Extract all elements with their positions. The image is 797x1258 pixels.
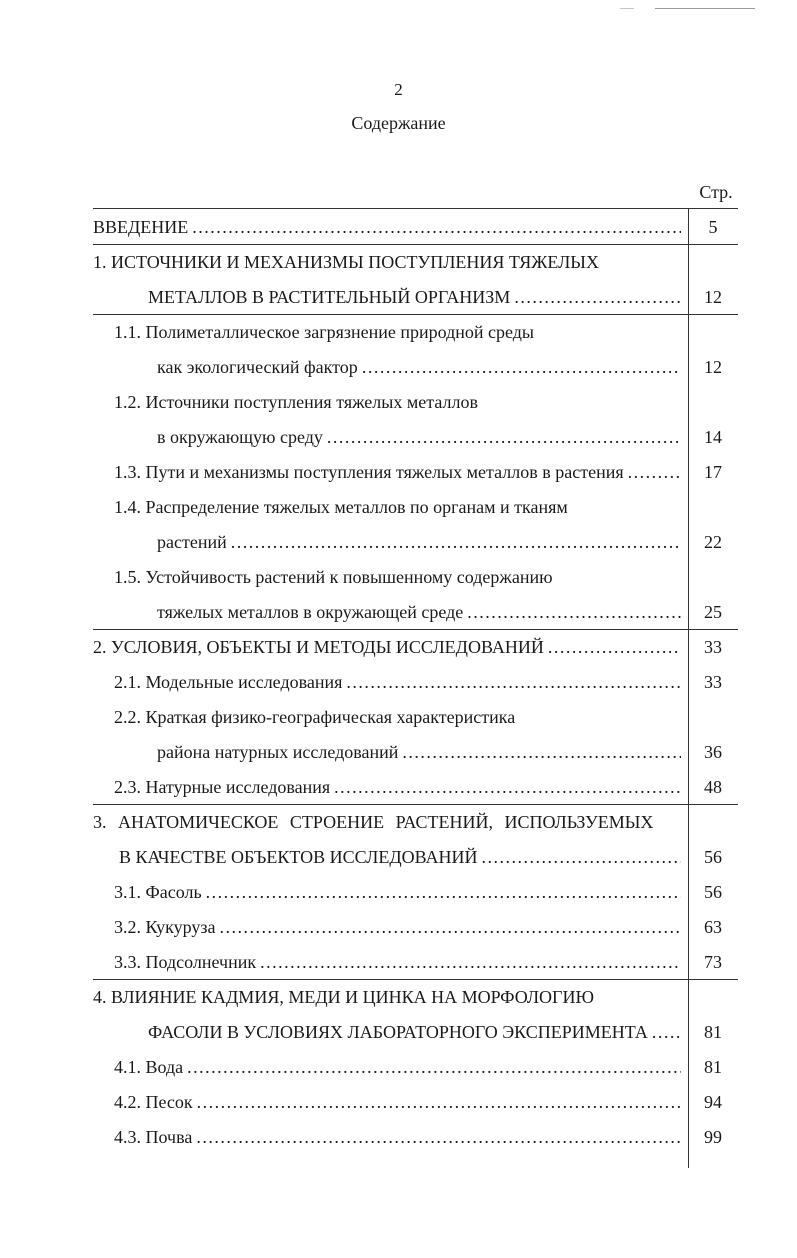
dot-leader <box>346 665 681 699</box>
toc-entry-3-2[interactable] <box>0 910 797 944</box>
dot-leader <box>260 945 681 979</box>
toc-page-number: 56 <box>704 882 722 902</box>
toc-page-number: 48 <box>704 777 722 797</box>
page-column-header: Стр. <box>699 182 733 202</box>
toc-page-number: 73 <box>704 952 722 972</box>
toc-chapter-heading[interactable] <box>93 805 653 839</box>
toc-entry-1-3[interactable] <box>0 455 797 489</box>
dot-leader <box>628 455 681 489</box>
toc-entry-1-4[interactable] <box>0 525 797 559</box>
dot-leader <box>206 875 681 909</box>
dot-leader <box>220 910 681 944</box>
toc-page-number: 99 <box>704 1127 722 1147</box>
toc-entry-text: 4.3. Почва <box>114 1127 193 1147</box>
toc-page-number: 36 <box>704 742 722 762</box>
toc-page-number: 63 <box>704 917 722 937</box>
toc-page-number: 22 <box>704 532 722 552</box>
toc-entry-text: 4.1. Вода <box>114 1057 184 1077</box>
dot-leader <box>231 525 681 559</box>
toc-page-number: 81 <box>704 1057 722 1077</box>
toc-page-number: 33 <box>704 637 722 657</box>
toc-entry-text: 1.5. Устойчивость растений к повышенному содержанию <box>114 567 553 587</box>
toc-entry-text: 4. ВЛИЯНИЕ КАДМИЯ, МЕДИ И ЦИНКА НА МОРФОЛОГИЮ <box>93 987 594 1007</box>
toc-entry-4-1[interactable] <box>0 1050 797 1084</box>
toc-entry-text: ФАСОЛИ В УСЛОВИЯХ ЛАБОРАТОРНОГО ЭКСПЕРИМЕНТА <box>148 1022 648 1042</box>
toc-entry-text: 1.1. Полиметаллическое загрязнение природной среды <box>114 322 535 342</box>
toc-page-number: 12 <box>704 357 722 377</box>
toc-chapter-heading[interactable] <box>93 980 594 1014</box>
dot-leader <box>482 840 681 874</box>
toc-entry-ch1[interactable] <box>0 280 797 314</box>
toc-entry-text: района натурных исследований <box>157 742 399 762</box>
toc-entry-ch2[interactable] <box>0 630 797 664</box>
toc-entry-text: 2. УСЛОВИЯ, ОБЪЕКТЫ И МЕТОДЫ ИССЛЕДОВАНИЙ <box>93 637 544 657</box>
toc-entry-text: 3.1. Фасоль <box>114 882 202 902</box>
toc-entry-text: 1.4. Распределение тяжелых металлов по органам и тканям <box>114 497 568 517</box>
toc-entry-text: 1.2. Источники поступления тяжелых металлов <box>114 392 478 412</box>
toc-entry-text: 2.1. Модельные исследования <box>114 672 343 692</box>
toc-entry-text: растений <box>157 532 227 552</box>
dot-leader <box>197 1085 681 1119</box>
toc-entry-text: 2.2. Краткая физико-географическая характеристика <box>114 707 516 727</box>
dot-leader <box>652 1015 681 1049</box>
dot-leader <box>548 630 681 664</box>
toc-page-number: 14 <box>704 427 722 447</box>
toc-section-heading[interactable] <box>114 385 478 419</box>
toc-entry-intro[interactable] <box>0 210 797 244</box>
toc-entry-text: 3. АНАТОМИЧЕСКОЕ СТРОЕНИЕ РАСТЕНИЙ, ИСПОЛЬЗУЕМЫХ <box>93 812 654 832</box>
toc-entry-text: 2.3. Натурные исследования <box>114 777 331 797</box>
scan-artifact-line <box>620 8 634 9</box>
toc-page-number: 81 <box>704 1022 722 1042</box>
dot-leader <box>402 735 681 769</box>
dot-leader <box>362 350 681 384</box>
scan-artifact-line <box>655 8 755 9</box>
toc-section-heading[interactable] <box>114 490 568 524</box>
toc-entry-text: 4.2. Песок <box>114 1092 193 1112</box>
toc-chapter-heading[interactable] <box>93 245 599 279</box>
toc-page-number: 5 <box>708 217 718 237</box>
toc-entry-text: тяжелых металлов в окружающей среде <box>157 602 464 622</box>
toc-entry-2-2[interactable] <box>0 735 797 769</box>
toc-entry-2-1[interactable] <box>0 665 797 699</box>
dot-leader <box>327 420 681 454</box>
dot-leader <box>334 770 681 804</box>
toc-page-number: 56 <box>704 847 722 867</box>
page-title: Содержание <box>351 113 446 133</box>
toc-entry-1-5[interactable] <box>0 595 797 629</box>
toc-section-heading[interactable] <box>114 700 515 734</box>
toc-entry-text: 3.3. Подсолнечник <box>114 952 257 972</box>
toc-entry-text: ВВЕДЕНИЕ <box>93 217 189 237</box>
toc-entry-4-2[interactable] <box>0 1085 797 1119</box>
toc-entry-text: В КАЧЕСТВЕ ОБЪЕКТОВ ИССЛЕДОВАНИЙ <box>119 847 478 867</box>
dot-leader <box>467 595 681 629</box>
toc-entry-1-1[interactable] <box>0 350 797 384</box>
toc-entry-text: МЕТАЛЛОВ В РАСТИТЕЛЬНЫЙ ОРГАНИЗМ <box>148 287 511 307</box>
dot-leader <box>514 280 681 314</box>
toc-page-number: 94 <box>704 1092 722 1112</box>
toc-entry-ch4[interactable] <box>0 1015 797 1049</box>
toc-entry-ch3[interactable] <box>0 840 797 874</box>
toc-section-heading[interactable] <box>114 315 534 349</box>
toc-entry-4-3[interactable] <box>0 1120 797 1154</box>
toc-page-number: 17 <box>704 462 722 482</box>
toc-entry-text: в окружающую среду <box>157 427 323 447</box>
table-top-rule <box>93 208 738 209</box>
dot-leader <box>192 210 681 244</box>
toc-entry-text: как экологический фактор <box>157 357 358 377</box>
dot-leader <box>187 1050 681 1084</box>
page-number: 2 <box>394 80 403 99</box>
toc-page-number: 12 <box>704 287 722 307</box>
toc-entry-3-1[interactable] <box>0 875 797 909</box>
toc-entry-2-3[interactable] <box>0 770 797 804</box>
toc-entry-text: 3.2. Кукуруза <box>114 917 216 937</box>
toc-entry-text: 1.3. Пути и механизмы поступления тяжелых металлов в растения <box>114 462 624 482</box>
dot-leader <box>196 1120 681 1154</box>
toc-entry-3-3[interactable] <box>0 945 797 979</box>
toc-entry-text: 1. ИСТОЧНИКИ И МЕХАНИЗМЫ ПОСТУПЛЕНИЯ ТЯЖЕЛЫХ <box>93 252 600 272</box>
toc-page-number: 33 <box>704 672 722 692</box>
toc-section-heading[interactable] <box>114 560 553 594</box>
toc-page-number: 25 <box>704 602 722 622</box>
toc-entry-1-2[interactable] <box>0 420 797 454</box>
